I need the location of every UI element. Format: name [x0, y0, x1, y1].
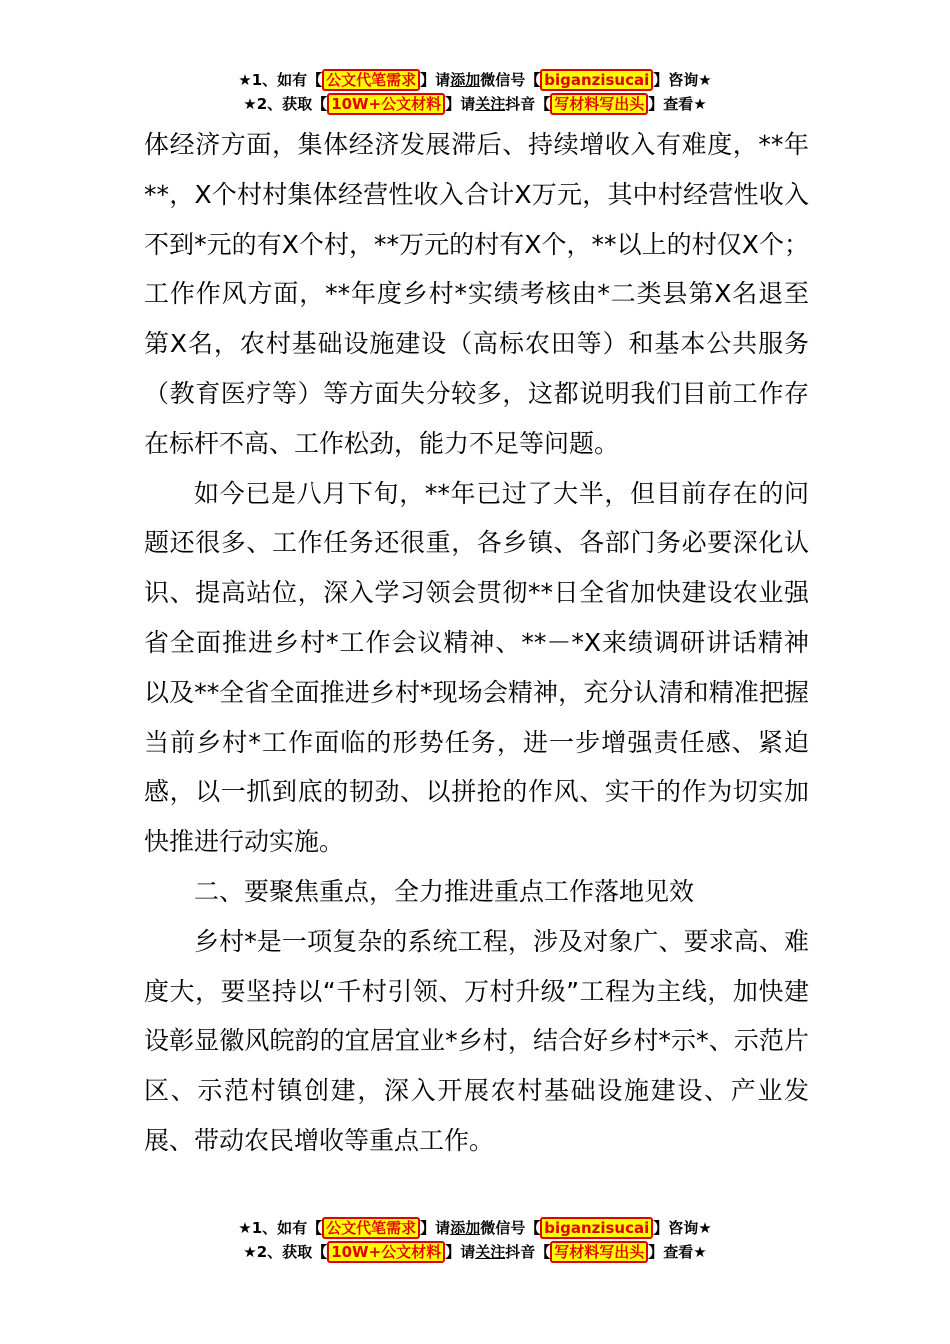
banner-highlight-materials: 10W+公文材料 — [327, 1241, 445, 1263]
banner-highlight-service: 公文代笔需求 — [322, 1217, 420, 1239]
document-body — [144, 120, 809, 1166]
banner-highlight-service: 公文代笔需求 — [322, 69, 420, 91]
banner-line-2: ★2、获取【 10W+公文材料 】请关注抖音【 写材料写出头 】查看★ — [243, 95, 707, 113]
footer-banner — [0, 1216, 950, 1264]
banner-line-2: ★2、获取【 10W+公文材料 】请关注抖音【 写材料写出头 】查看★ — [243, 1243, 707, 1261]
header-banner — [0, 68, 950, 116]
banner-highlight-wechat-id: biganzisucai — [540, 69, 653, 91]
section-heading: 二、要聚焦重点，全力推进重点工作落地见效 — [194, 876, 695, 906]
banner-line-1: ★1、如有【 公文代笔需求 】请添加微信号【 biganzisucai 】咨询★ — [238, 1219, 712, 1237]
banner-highlight-wechat-id: biganzisucai — [540, 1217, 653, 1239]
body-paragraph: 如今已是八月下旬，**年已过了大半，但目前存在的问题还很多、工作任务还很重，各乡镇、各部门务必要深化认识、提高站位，深入学习领会贯彻**日全省加快建设农业强省全面推进乡村*工作会议精神、**－*X来绩调研讲话精神以及**全省全面推进乡村*现场会精神，充分认清和精准把握当前乡村*工作面临的形势任务，进一步增强责任感、紧迫感，以一抓到底的韧劲、以拼抢的作风、实干的作为切实加快推进行动实施。 — [144, 478, 809, 857]
banner-highlight-douyin: 写材料写出头 — [550, 1241, 648, 1263]
banner-highlight-materials: 10W+公文材料 — [327, 93, 445, 115]
banner-line-1: ★1、如有【 公文代笔需求 】请添加微信号【 biganzisucai 】咨询★ — [238, 71, 712, 89]
banner-highlight-douyin: 写材料写出头 — [550, 93, 648, 115]
body-paragraph: 体经济方面，集体经济发展滞后、持续增收入有难度，**年**，X个村村集体经营性收入合计X万元，其中村经营性收入不到*元的有X个村，**万元的村有X个，**以上的村仅X个；工作作风方面，**年度乡村*实绩考核由*二类县第X名退至第X名，农村基础设施建设（高标农田等）和基本公共服务（教育医疗等）等方面失分较多，这都说明我们目前工作存在标杆不高、工作松劲，能力不足等问题。 — [144, 130, 809, 458]
body-paragraph: 乡村*是一项复杂的系统工程，涉及对象广、要求高、难度大，要坚持以“千村引领、万村升级”工程为主线，加快建设彰显徽风皖韵的宜居宜业*乡村，结合好乡村*示*、示范片区、示范村镇创建，深入开展农村基础设施建设、产业发展、带动农民增收等重点工作。 — [144, 926, 809, 1155]
